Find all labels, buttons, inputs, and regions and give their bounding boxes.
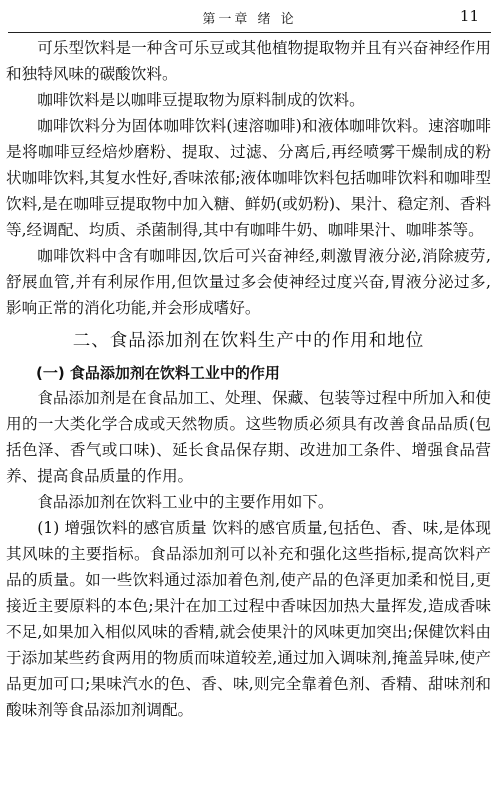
main-text — [6, 33, 491, 723]
paragraph-coffee-definition: 咖啡饮料是以咖啡豆提取物为原料制成的饮料。 — [37, 91, 365, 109]
paragraph-coffee-types: 咖啡饮料分为固体咖啡饮料(速溶咖啡)和液体咖啡饮料。速溶咖啡是将咖啡豆经焙炒磨粉、提取、过滤、分离后,再经喷雾干燥制成的粉状咖啡饮料,其复水性好,香味浓郁;液体咖啡饮料包括咖啡饮料和咖啡型饮料,是在咖啡豆提取物中加入糖、鲜奶(或奶粉)、果汁、稳定剂、香料等,经调配、均质、杀菌制得,其中有咖啡牛奶、咖啡果汁、咖啡茶等。 — [6, 117, 491, 239]
paragraph-cola: 可乐型饮料是一种含可乐豆或其他植物提取物并且有兴奋神经作用和独特风味的碳酸饮料。 — [6, 39, 491, 83]
sub-heading: (一) 食品添加剂在饮料工业中的作用 — [36, 364, 280, 382]
paragraph-sensory-quality: (1) 增强饮料的感官质量 饮料的感官质量,包括色、香、味,是体现其风味的主要指标。食品添加剂可以补充和强化这些指标,提高饮料产品的质量。如一些饮料通过添加着色剂,使产品的色泽更加柔和悦目,更接近主要原料的本色;果汁在加工过程中香味因加热大量挥发,造成香味不足,如果加入相似风味的香精,就会使果汁的风味更加突出;保健饮料由于添加某些药食两用的物质而味道较差,通过加入调味剂,掩盖异味,使产品更加可口;果味汽水的色、香、味,则完全靠着色剂、香精、甜味剂和酸味剂等食品添加剂调配。 — [6, 519, 491, 719]
paragraph-caffeine: 咖啡饮料中含有咖啡因,饮后可兴奋神经,刺激胃液分泌,消除疲劳,舒展血管,并有利尿作用,但饮量过多会使神经过度兴奋,胃液分泌过多,影响正常的消化功能,并会形成嗜好。 — [6, 247, 491, 317]
running-title: 第一章 绪 论 — [202, 12, 297, 27]
section-heading: 二、食品添加剂在饮料生产中的作用和地位 — [72, 331, 425, 351]
page-number: 11 — [459, 7, 479, 25]
running-header — [8, 0, 491, 33]
paragraph-additive-definition: 食品添加剂是在食品加工、处理、保藏、包装等过程中所加入和使用的一大类化学合成或天然物质。这些物质必须具有改善食品品质(包括色泽、香气或口味)、延长食品保存期、改进加工条件、增强食品营养、提高食品质量的作用。 — [6, 389, 491, 485]
paragraph-main-roles: 食品添加剂在饮料工业中的主要作用如下。 — [37, 493, 334, 511]
